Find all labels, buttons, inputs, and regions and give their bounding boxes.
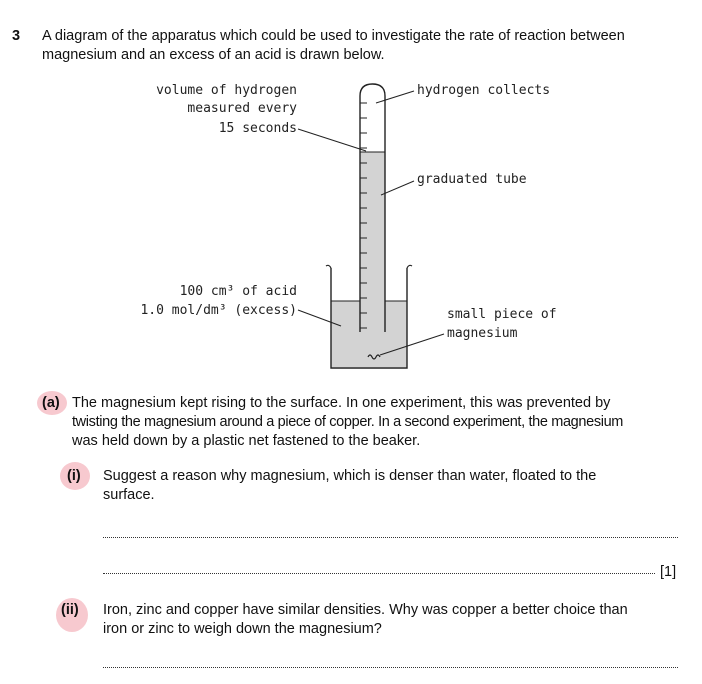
part-i-line2: surface. bbox=[103, 487, 155, 503]
question-intro-line1: A diagram of the apparatus which could be used to investigate the rate of reaction between bbox=[42, 28, 625, 44]
label-volume-line1: volume of hydrogen bbox=[156, 83, 297, 98]
label-volume-line2: measured every bbox=[187, 101, 297, 116]
label-magnesium-line1: small piece of bbox=[447, 307, 557, 322]
part-a-line1: The magnesium kept rising to the surface. In one experiment, this was prevented by bbox=[72, 395, 611, 411]
part-ii-line1: Iron, zinc and copper have similar densities. Why was copper a better choice than bbox=[103, 602, 628, 618]
part-i-label: (i) bbox=[67, 468, 81, 484]
answer-line-ii-1[interactable] bbox=[103, 667, 678, 668]
part-i-marks: [1] bbox=[660, 564, 677, 580]
question-intro-line2: magnesium and an excess of an acid is drawn below. bbox=[42, 47, 385, 63]
part-a-line3: was held down by a plastic net fastened to the beaker. bbox=[72, 433, 421, 449]
part-i-line1: Suggest a reason why magnesium, which is denser than water, floated to the bbox=[103, 468, 597, 484]
tube-liquid bbox=[360, 152, 385, 332]
answer-line-i-2[interactable] bbox=[103, 573, 655, 574]
label-volume-line3: 15 seconds bbox=[218, 121, 297, 136]
label-hydrogen-collects: hydrogen collects bbox=[417, 83, 551, 98]
label-graduated-tube: graduated tube bbox=[417, 172, 527, 187]
part-a-label: (a) bbox=[42, 395, 60, 411]
label-acid-line1: 100 cm³ of acid bbox=[179, 284, 297, 299]
label-acid-line2: 1.0 mol/dm³ (excess) bbox=[140, 303, 297, 318]
question-number: 3 bbox=[12, 28, 21, 44]
part-ii-line2: iron or zinc to weigh down the magnesium? bbox=[103, 621, 382, 637]
part-a-line2: twisting the magnesium around a piece of copper. In a second experiment, the magnesium bbox=[72, 414, 624, 430]
label-magnesium-line2: magnesium bbox=[447, 326, 518, 341]
part-ii-label: (ii) bbox=[61, 602, 79, 618]
answer-line-i-1[interactable] bbox=[103, 537, 678, 538]
